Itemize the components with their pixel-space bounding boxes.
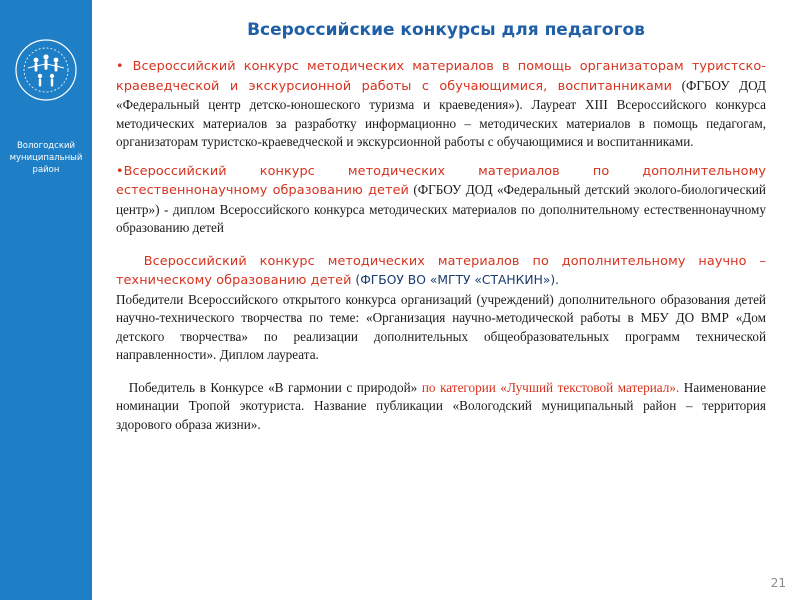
paragraph-4 [116, 378, 766, 434]
contest-heading-3-org: (ФГБОУ ВО «МГТУ «СТАНКИН»). [351, 273, 560, 287]
contest-body-4-start: Победитель в Конкурсе «В гармонии с природой» [128, 379, 422, 395]
region-label [0, 140, 92, 176]
contest-body-2: (ФГБОУ ДОД «Федеральный детский эколого-биологический центр») - диплом Всероссийского конкурса методических материалов по дополнительному естественнонаучному образованию детей [116, 182, 766, 235]
page-title: Всероссийские конкурсы для педагогов [247, 20, 645, 40]
contest-body-4-end: Наименование номинации Тропой экотуриста. Название публикации «Вологодский муниципальный район – территория здорового образа жизни». [116, 379, 766, 432]
children-circle-logo-icon [14, 38, 78, 102]
sidebar [0, 0, 92, 600]
main-content [116, 56, 766, 443]
contest-heading-2: Всероссийский конкурс методических материалов по дополнительному естественнонаучному образованию детей [116, 163, 766, 198]
page-number: 21 [770, 576, 786, 590]
contest-body-1: (ФГБОУ ДОД «Федеральный центр детско-юношеского туризма и краеведения»). Лауреат XIII Всероссийского конкурса методических материалов за разработку информационно – методических материалов в помощь педагогам, организаторам туристско-краеведческой и экскурсионной работы с обучающимися и воспитанниками. [116, 77, 766, 149]
paragraph-3 [116, 251, 766, 364]
region-line-2: муниципальный [9, 153, 83, 163]
contest-heading-1: Всероссийский конкурс методических материалов в помощь организаторам туристско-краеведческой и экскурсионной работы с обучающимися, воспитанниками [116, 59, 766, 94]
region-line-3: район [32, 165, 60, 175]
region-line-1: Вологодский [16, 141, 76, 151]
bullet: • [116, 163, 124, 179]
contest-heading-3: Всероссийский конкурс методических материалов по дополнительному научно – техническому образованию детей [116, 253, 767, 288]
bullet: • [116, 59, 124, 74]
contest-category-highlight: по категории «Лучший текстовой материал». [421, 379, 680, 395]
paragraph-2 [116, 161, 766, 237]
contest-body-3: Победители Всероссийского открытого конкурса организаций (учреждений) дополнительного образования детей научно-технического творчества по теме: «Организация научно-методической работы в МБУ ДО ВМР «Дом детского творчества» по реализации дополнительных общеобразовательных программ технической направленности». Диплом лауреата. [116, 291, 766, 362]
paragraph-1 [116, 56, 766, 151]
